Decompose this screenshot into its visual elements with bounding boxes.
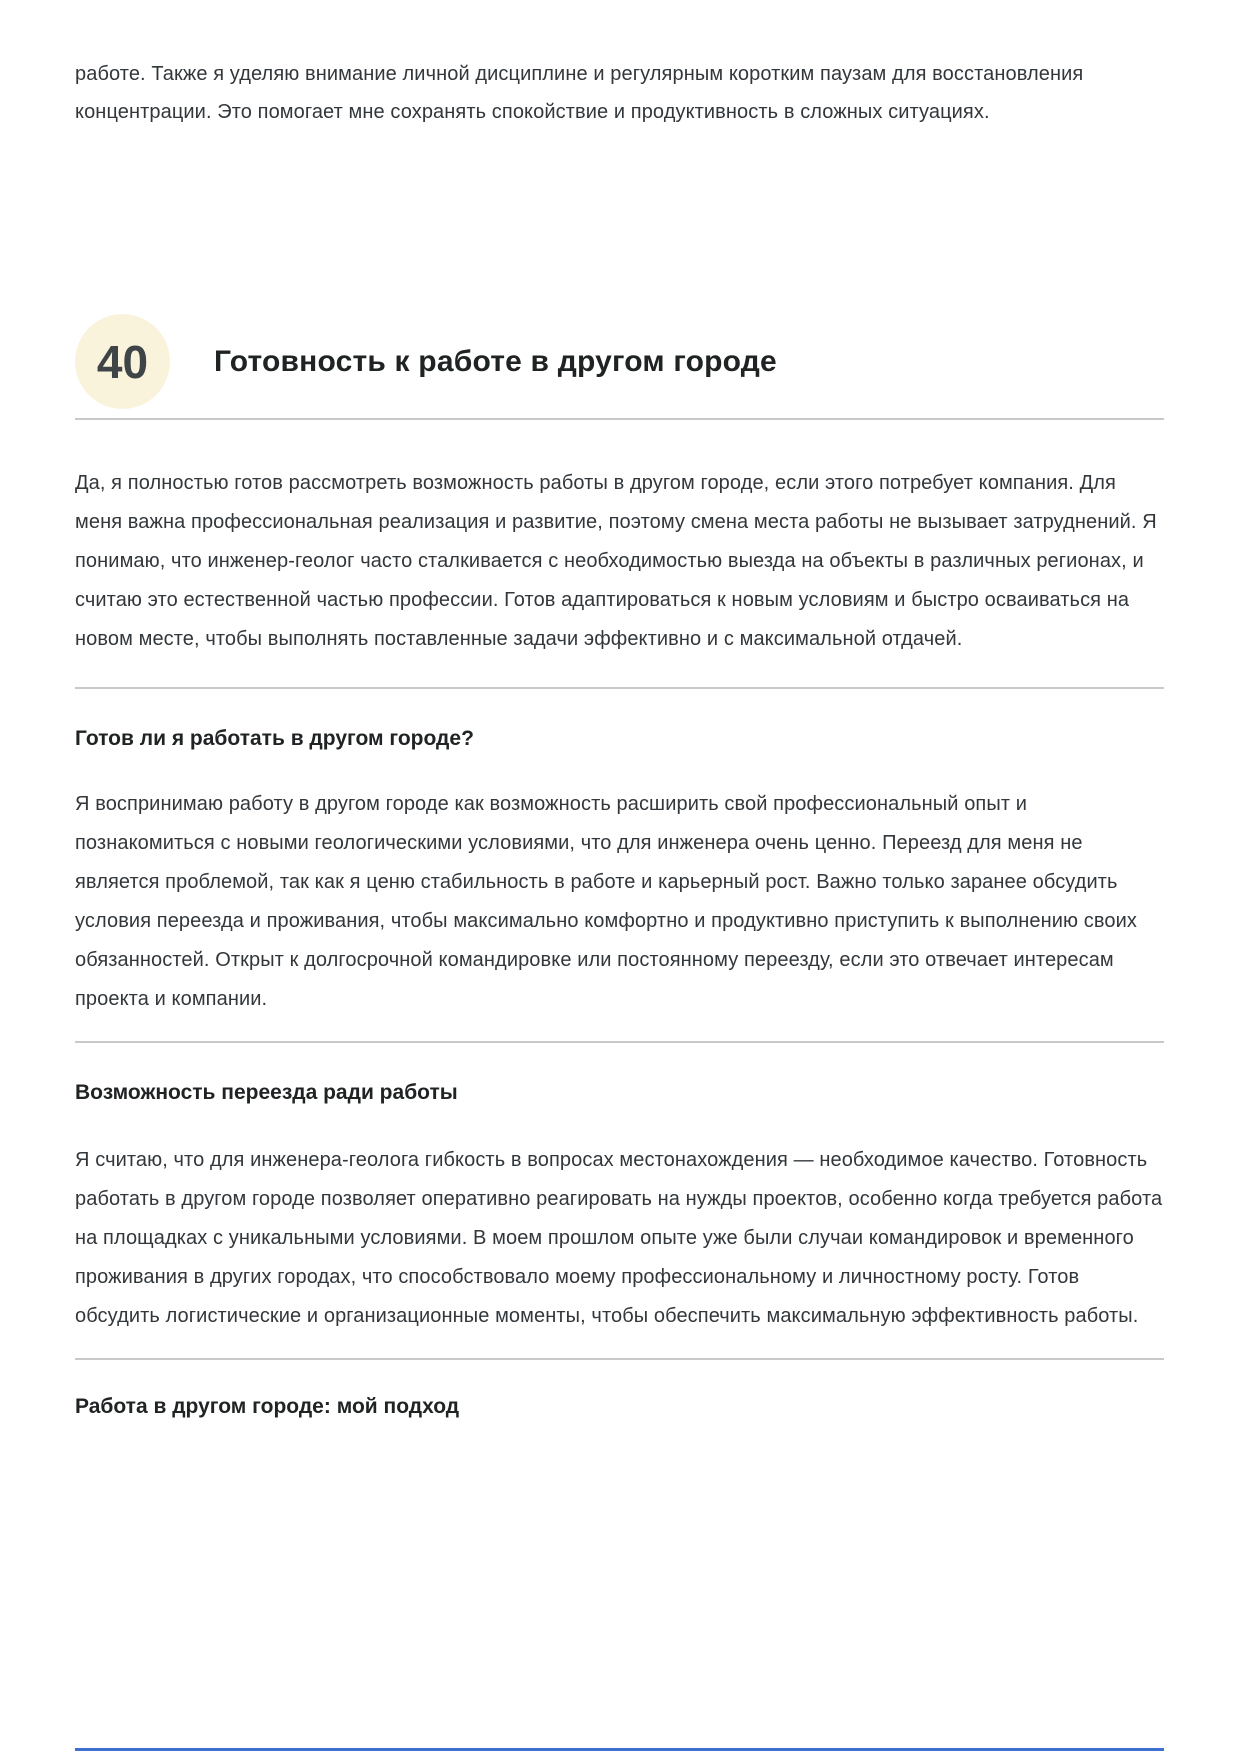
question-title: Готовность к работе в другом городе	[214, 344, 777, 378]
divider	[75, 687, 1164, 689]
section-heading: Возможность переезда ради работы	[75, 1081, 458, 1104]
bottom-accent-line	[75, 1748, 1164, 1751]
divider	[75, 1041, 1164, 1043]
question-number: 40	[96, 335, 149, 388]
answer-paragraph: Да, я полностью готов рассмотреть возможность работы в другом городе, если этого потребует компания. Для меня важна профессиональная реализация и развитие, поэтому смена места работы не вызывает затруднений. Я понимаю, что инженер-геолог часто сталкивается с необходимостью выезда на объекты в различных регионах, и считаю это естественной частью профессии. Готов адаптироваться к новым условиям и быстро осваиваться на новом месте, чтобы выполнять поставленные задачи эффективно и с максимальной отдачей.	[75, 472, 1157, 650]
section-paragraph: Я считаю, что для инженера-геолога гибкость в вопросах местонахождения — необходимое качество. Готовность работать в другом городе позволяет оперативно реагировать на нужды проектов, особенно когда требуется работа на площадках с уникальными условиями. В моем прошлом опыте уже были случаи командировок и временного проживания в других городах, что способствовало моему профессиональному и личностному росту. Готов обсудить логистические и организационные моменты, чтобы обеспечить максимальную эффективность работы.	[75, 1149, 1163, 1327]
intro-paragraph: работе. Также я уделяю внимание личной дисциплине и регулярным коротким паузам для восстановления концентрации. Это помогает мне сохранять спокойствие и продуктивность в сложных ситуациях.	[75, 63, 1084, 123]
section-heading: Работа в другом городе: мой подход	[75, 1395, 460, 1418]
section-my-approach	[75, 1395, 1164, 1419]
divider	[75, 418, 1164, 420]
question-header	[75, 314, 1164, 409]
divider	[75, 1358, 1164, 1360]
section-ready-to-work	[75, 727, 1164, 1019]
question-number-badge	[75, 314, 170, 409]
section-paragraph: Я воспринимаю работу в другом городе как возможность расширить свой профессиональный опыт и познакомиться с новыми геологическими условиями, что для инженера очень ценно. Переезд для меня не является проблемой, так как я ценю стабильность в работе и карьерный рост. Важно только заранее обсудить условия переезда и проживания, чтобы максимально комфортно и продуктивно приступить к выполнению своих обязанностей. Открыт к долгосрочной командировке или постоянному переезду, если это отвечает интересам проекта и компании.	[75, 793, 1137, 1010]
section-heading: Готов ли я работать в другом городе?	[75, 727, 474, 750]
section-relocation-possibility	[75, 1081, 1164, 1336]
